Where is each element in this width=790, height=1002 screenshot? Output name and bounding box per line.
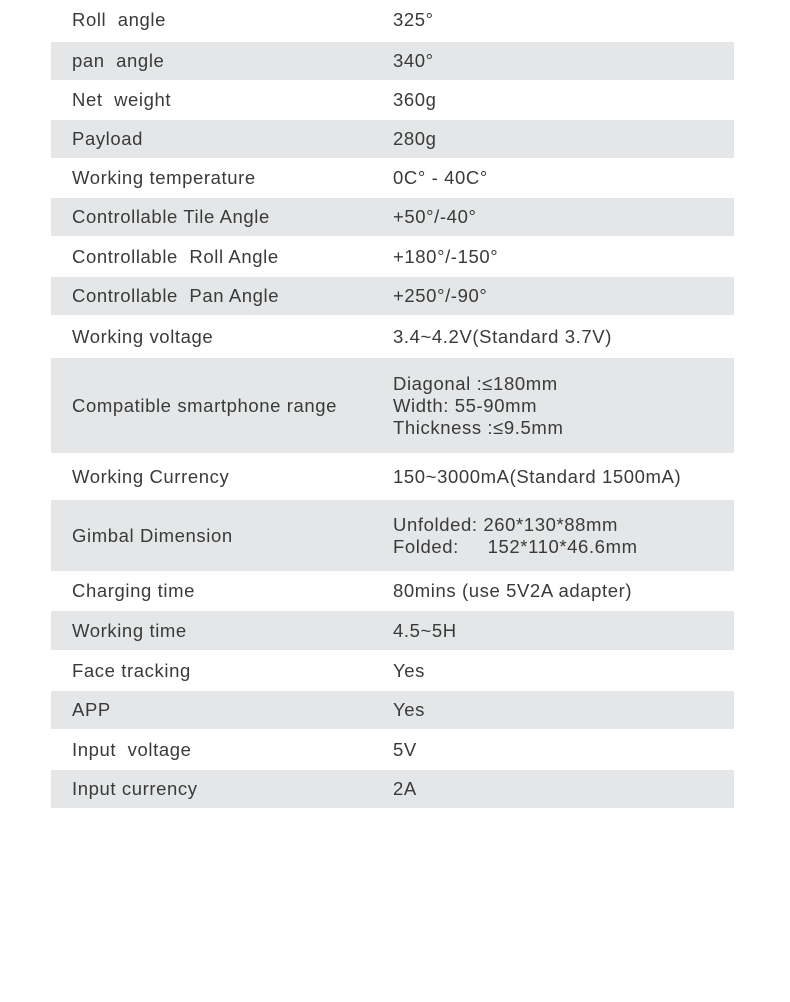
spec-value: +180°/-150°	[393, 245, 499, 267]
spec-label: Roll angle	[72, 9, 167, 30]
spec-value: Yes	[393, 699, 425, 720]
spec-row-charging-time	[51, 573, 734, 611]
spec-label: Charging time	[72, 580, 195, 601]
spec-label: Controllable Roll Angle	[72, 245, 279, 267]
spec-value: 340°	[393, 50, 434, 71]
spec-row-input-currency	[51, 770, 734, 810]
spec-row-controllable-tile-angle	[51, 198, 734, 238]
spec-value: +250°/-90°	[393, 285, 488, 306]
spec-value: Yes	[393, 659, 425, 681]
spec-value: 80mins (use 5V2A adapter)	[393, 580, 633, 601]
spec-value: Diagonal :≤180mm Width: 55-90mm Thickness :≤9.5mm	[393, 372, 564, 438]
spec-value: 0C° - 40C°	[393, 167, 488, 188]
spec-label: Compatible smartphone range	[72, 394, 338, 416]
spec-value: 150~3000mA(Standard 1500mA)	[393, 465, 682, 487]
spec-value: 5V	[393, 738, 417, 760]
spec-label: Working temperature	[72, 167, 256, 188]
spec-label: Controllable Tile Angle	[72, 206, 270, 227]
spec-value: Unfolded: 260*130*88mm Folded: 152*110*46.6mm	[393, 513, 638, 557]
spec-row-net-weight	[51, 82, 734, 120]
spec-label: Working voltage	[72, 325, 214, 347]
spec-value: 280g	[393, 128, 437, 149]
spec-label: Face tracking	[72, 659, 191, 681]
spec-value: 2A	[393, 778, 417, 799]
spec-label: Working time	[72, 619, 187, 641]
spec-row-roll-angle	[51, 0, 734, 42]
spec-label: Input voltage	[72, 738, 192, 760]
spec-label: Net weight	[72, 89, 172, 110]
spec-row-working-time	[51, 611, 734, 652]
spec-value: 4.5~5H	[393, 619, 457, 641]
spec-value: 360g	[393, 89, 437, 110]
spec-label: APP	[72, 699, 111, 720]
spec-value: 325°	[393, 9, 434, 30]
spec-label: Gimbal Dimension	[72, 524, 233, 546]
spec-label: Working Currency	[72, 465, 230, 487]
spec-row-working-currency	[51, 455, 734, 500]
spec-label: Controllable Pan Angle	[72, 285, 280, 306]
spec-row-controllable-pan-angle	[51, 277, 734, 317]
spec-value: +50°/-40°	[393, 206, 477, 227]
spec-row-payload	[51, 120, 734, 160]
spec-label: Payload	[72, 128, 144, 149]
spec-label: Input currency	[72, 778, 198, 799]
spec-row-pan-angle	[51, 42, 734, 82]
spec-row-working-temperature	[51, 160, 734, 198]
spec-row-compatible-smartphone-range	[51, 358, 734, 455]
spec-table	[51, 0, 734, 810]
spec-row-controllable-roll-angle	[51, 238, 734, 277]
spec-label: pan angle	[72, 50, 165, 71]
spec-row-gimbal-dimension	[51, 500, 734, 573]
spec-row-working-voltage	[51, 317, 734, 358]
spec-value: 3.4~4.2V(Standard 3.7V)	[393, 325, 612, 347]
spec-row-face-tracking	[51, 652, 734, 691]
spec-row-app	[51, 691, 734, 731]
spec-row-input-voltage	[51, 731, 734, 770]
